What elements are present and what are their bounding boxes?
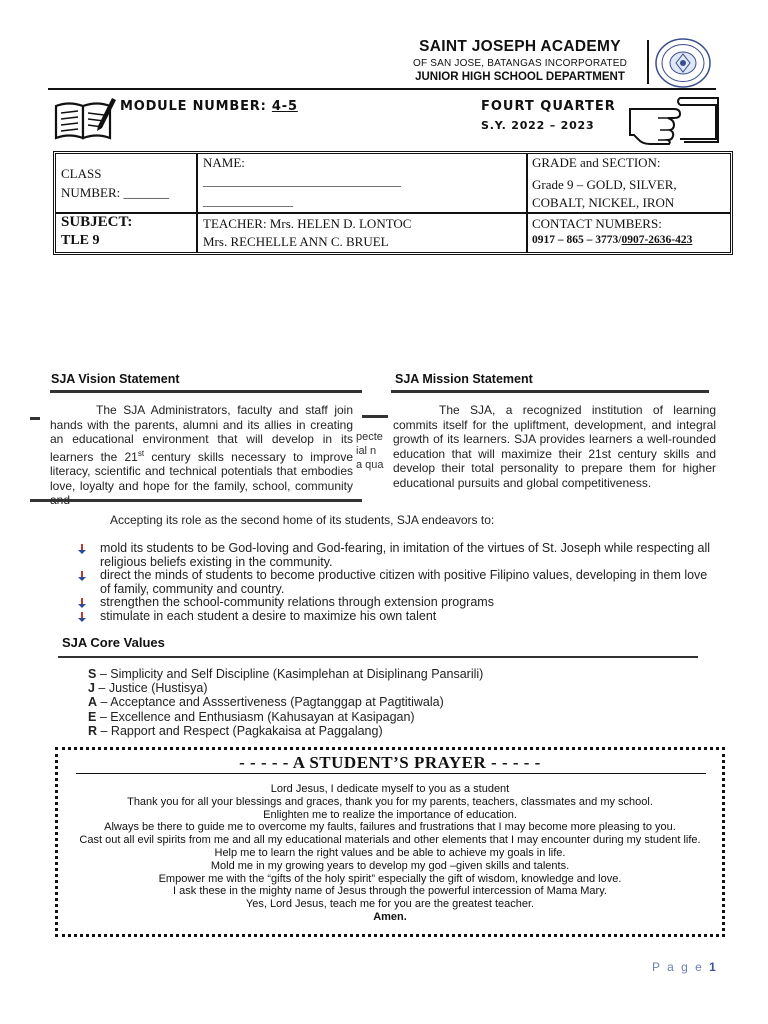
vision-mission-rule xyxy=(362,415,388,418)
mission-rule xyxy=(391,390,709,393)
prayer-line: Thank you for all your blessings and graces, thank you for my parents, teachers, classmates and my school. xyxy=(127,795,653,808)
arrow-bullet-icon xyxy=(76,611,88,623)
table-divider xyxy=(196,154,198,252)
vision-title: SJA Vision Statement xyxy=(51,372,180,386)
book-pencil-icon xyxy=(52,96,116,142)
class-number-field[interactable]: NUMBER: _______ xyxy=(61,185,169,200)
page-number: P a g e 1 xyxy=(652,960,718,974)
school-subtitle: OF SAN JOSE, BATANGAS INCORPORATED xyxy=(412,58,628,69)
prayer-line: Always be there to guide me to overcome my faults, failures and frustrations that I may become more pleasing to you. xyxy=(104,821,676,834)
pointing-hand-icon xyxy=(628,95,720,145)
list-item: stimulate in each student a desire to maximize his own talent xyxy=(76,610,716,624)
core-value: J – Justice (Hustisya) xyxy=(88,681,208,696)
vision-rule-mark xyxy=(30,417,40,420)
prayer-title-rule xyxy=(76,773,706,774)
overlap-text: ial n xyxy=(356,445,377,457)
core-value: R – Rapport and Respect (Pagkakaisa at Paggalang) xyxy=(88,723,383,738)
core-value: A – Acceptance and Asssertiveness (Pagtanggap at Pagtitiwala) xyxy=(88,695,444,710)
subject-value: TLE 9 xyxy=(61,233,100,248)
overlap-text: pecte xyxy=(356,431,383,443)
list-item: mold its students to be God-loving and God-fearing, in imitation of the virtues of St. Joseph while respecting all religious beliefs existing in the community. xyxy=(76,542,716,569)
school-year: S.Y. 2022 – 2023 xyxy=(481,119,595,132)
contact-numbers xyxy=(532,234,692,246)
subject-label: SUBJECT: xyxy=(61,214,133,230)
vision-bottom-rule xyxy=(30,499,362,502)
arrow-bullet-icon xyxy=(76,597,88,609)
module-label: MODULE NUMBER: xyxy=(120,99,272,114)
teacher-line: TEACHER: Mrs. HELEN D. LONTOC xyxy=(203,216,412,231)
prayer-amen: Amen. xyxy=(373,910,407,923)
prayer-line: Enlighten me to realize the importance of education. xyxy=(263,808,517,821)
student-info-table xyxy=(53,151,733,255)
mission-bullets xyxy=(76,542,716,623)
prayer-line: Help me to learn the right values and be able to achieve my goals in life. xyxy=(214,846,566,859)
prayer-line: Mold me in my growing years to develop my god –given skills and talents. xyxy=(210,859,570,872)
name-field-line[interactable]: _______________ xyxy=(203,194,293,208)
core-values-list xyxy=(88,667,483,738)
grade-line: COBALT, NICKEL, IRON xyxy=(532,195,675,210)
prayer-line: I ask these in the mighty name of Jesus through the powerful intercession of Mama Mary. xyxy=(173,885,607,898)
mission-title: SJA Mission Statement xyxy=(395,372,533,386)
name-field-line[interactable]: _________________________________ xyxy=(203,174,401,188)
module-number-value: 4-5 xyxy=(271,99,298,114)
vision-text: The SJA Administrators, faculty and staff join hands with the parents, alumni and its allies in creating an educational environment that will develop in its learners the 21st century skills necessary to improve literacy, scientific and technical potentials that embodies love, loyalty and hope for the family, school, community xyxy=(50,403,353,493)
grade-section-label: GRADE and SECTION: xyxy=(532,155,661,170)
arrow-bullet-icon xyxy=(76,543,88,555)
overlap-text: a qua xyxy=(356,459,384,471)
vision-rule xyxy=(50,390,362,393)
prayer-line: Empower me with the “gifts of the holy spirit” especially the gift of wisdom, knowledge and love. xyxy=(158,872,622,885)
accept-text: Accepting its role as the second home of its students, SJA endeavors to: xyxy=(110,513,495,527)
table-divider xyxy=(526,154,528,252)
core-values-rule xyxy=(58,656,698,658)
table-divider xyxy=(56,212,730,214)
name-label: NAME: xyxy=(203,155,245,170)
contact-number: 0907-2636-423 xyxy=(621,234,693,246)
list-item: direct the minds of students to become productive citizen with positive Filipino values, developing in them love of family, community and country. xyxy=(76,569,716,596)
school-seal-icon xyxy=(654,37,712,89)
core-value: E – Excellence and Enthusiasm (Kahusayan at Kasipagan) xyxy=(88,709,415,724)
header-divider xyxy=(647,40,649,84)
prayer-title: - - - - - A STUDENT’S PRAYER - - - - - xyxy=(239,753,541,772)
arrow-bullet-icon xyxy=(76,570,88,582)
prayer-line: Cast out all evil spirits from me and all my educational materials and other elements that I may encounter during my student life. xyxy=(79,834,701,847)
prayer-text xyxy=(64,783,716,924)
grade-line: Grade 9 – GOLD, SILVER, xyxy=(532,177,677,192)
class-number-label: CLASS xyxy=(61,166,102,181)
teacher-line: Mrs. RECHELLE ANN C. BRUEL xyxy=(203,234,389,249)
mission-text: The SJA, a recognized institution of learning commits itself for the upliftment, development, and integral growth of its learners. SJA provides learners a well-rounded education that will maximize their 21st century skills and develop their total personality to prepare them for higher educational pursuits and global competitiveness. xyxy=(393,403,716,490)
student-prayer-box xyxy=(55,747,725,937)
header-rule xyxy=(48,88,716,90)
prayer-line: Lord Jesus, I dedicate myself to you as a student xyxy=(270,783,510,795)
core-value: S – Simplicity and Self Discipline (Kasimplehan at Disiplinang Pansarili) xyxy=(88,667,484,681)
quarter-label: FOURT QUARTER xyxy=(481,99,616,114)
module-number xyxy=(120,99,298,114)
contact-label: CONTACT NUMBERS: xyxy=(532,216,662,231)
prayer-line: Yes, Lord Jesus, teach me for you are the greatest teacher. xyxy=(245,898,535,911)
department-name: JUNIOR HIGH SCHOOL DEPARTMENT xyxy=(415,71,625,83)
list-item: strengthen the school-community relations through extension programs xyxy=(76,596,716,610)
core-values-title: SJA Core Values xyxy=(62,635,165,650)
school-name: SAINT JOSEPH ACADEMY xyxy=(419,38,621,55)
contact-number: 0917 – 865 – 3773/ xyxy=(532,234,622,246)
school-header xyxy=(400,38,640,83)
